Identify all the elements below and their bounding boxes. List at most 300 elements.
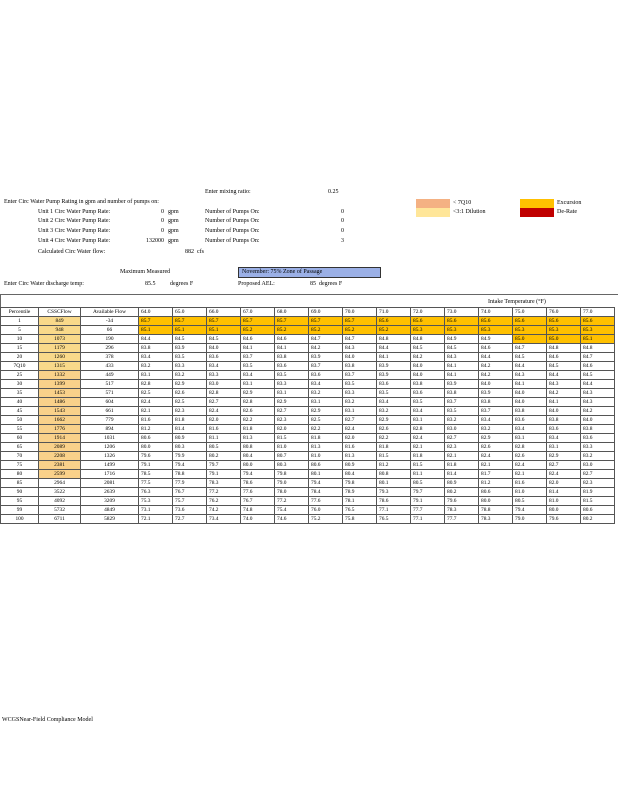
temperature-cell: 79.6 [445, 497, 479, 506]
unit3-pumps-value[interactable]: 0 [341, 228, 344, 234]
unit2-rate-value[interactable]: 0 [161, 218, 164, 224]
temperature-cell: 84.0 [411, 371, 445, 380]
temperature-cell: 84.8 [581, 344, 615, 353]
temperature-cell: 83.7 [445, 398, 479, 407]
temperature-cell: 84.5 [513, 353, 547, 362]
temperature-cell: 83.6 [309, 371, 343, 380]
temperature-cell: 81.7 [479, 470, 513, 479]
column-header: Percentile [1, 308, 39, 317]
available-flow-cell: 2639 [81, 488, 139, 497]
temperature-cell: 83.0 [445, 425, 479, 434]
csscflow-cell: 1073 [39, 335, 81, 344]
percentile-cell: 60 [1, 434, 39, 443]
temperature-cell: 82.7 [547, 461, 581, 470]
calculated-flow-unit: cfs [197, 249, 204, 255]
temperature-cell: 84.4 [547, 371, 581, 380]
csscflow-cell: 849 [39, 317, 81, 326]
temperature-cell: 84.8 [547, 344, 581, 353]
temperature-cell: 73.6 [173, 506, 207, 515]
temperature-cell: 81.3 [343, 452, 377, 461]
temperature-cell: 81.8 [411, 452, 445, 461]
temperature-header: 70.0 [343, 308, 377, 317]
temperature-cell: 83.0 [207, 380, 241, 389]
maximum-measured-label: Maximum Measured [120, 269, 171, 275]
percentile-cell: 10 [1, 335, 39, 344]
temperature-cell: 84.2 [479, 371, 513, 380]
temperature-cell: 83.7 [309, 362, 343, 371]
available-flow-cell: 433 [81, 362, 139, 371]
temperature-cell: 74.2 [207, 506, 241, 515]
available-flow-cell: 1031 [81, 434, 139, 443]
temperature-cell: 85.6 [411, 317, 445, 326]
temperature-cell: 85.2 [343, 326, 377, 335]
temperature-cell: 80.0 [139, 443, 173, 452]
temperature-cell: 80.6 [309, 461, 343, 470]
temperature-cell: 84.8 [377, 335, 411, 344]
temperature-cell: 82.4 [207, 407, 241, 416]
temperature-cell: 83.8 [479, 398, 513, 407]
temperature-cell: 83.6 [207, 353, 241, 362]
temperature-cell: 84.1 [241, 344, 275, 353]
temperature-cell: 85.7 [309, 317, 343, 326]
temperature-cell: 82.3 [581, 479, 615, 488]
unit4-pumps-label: Number of Pumps On: [205, 238, 260, 244]
available-flow-cell: 3209 [81, 497, 139, 506]
table-row [1, 443, 615, 452]
calculated-flow-label: Calculated Circ Water flow: [38, 249, 106, 255]
table-row [1, 434, 615, 443]
temperature-cell: 83.1 [343, 407, 377, 416]
temperature-cell: 84.0 [479, 380, 513, 389]
temperature-header: 75.0 [513, 308, 547, 317]
temperature-cell: 77.6 [241, 488, 275, 497]
temperature-cell: 82.7 [207, 398, 241, 407]
percentile-cell: 75 [1, 461, 39, 470]
temperature-cell: 83.3 [275, 380, 309, 389]
table-row [1, 515, 615, 524]
temperature-cell: 75.4 [275, 506, 309, 515]
legend-derate-swatch [520, 208, 554, 217]
temperature-header: 66.0 [207, 308, 241, 317]
temperature-cell: 83.6 [547, 425, 581, 434]
available-flow-cell: 2081 [81, 479, 139, 488]
temperature-cell: 82.9 [479, 434, 513, 443]
unit2-pumps-value[interactable]: 0 [341, 218, 344, 224]
temperature-cell: 85.6 [547, 317, 581, 326]
temperature-cell: 72.7 [173, 515, 207, 524]
temperature-cell: 76.0 [309, 506, 343, 515]
temperature-cell: 79.8 [343, 479, 377, 488]
temperature-cell: 80.5 [513, 497, 547, 506]
temperature-cell: 81.4 [547, 488, 581, 497]
temperature-cell: 79.6 [547, 515, 581, 524]
temperature-cell: 83.1 [309, 398, 343, 407]
temperature-cell: 84.2 [581, 407, 615, 416]
table-left-rule [0, 294, 1, 307]
temperature-cell: 82.6 [479, 443, 513, 452]
temperature-cell: 79.4 [309, 479, 343, 488]
temperature-cell: 83.3 [207, 371, 241, 380]
temperature-cell: 83.2 [173, 371, 207, 380]
temperature-cell: 82.8 [139, 380, 173, 389]
temperature-cell: 82.3 [445, 443, 479, 452]
temperature-cell: 81.6 [513, 479, 547, 488]
temperature-cell: 82.9 [241, 389, 275, 398]
temperature-cell: 80.5 [411, 479, 445, 488]
temperature-cell: 79.7 [207, 461, 241, 470]
temperature-cell: 82.8 [241, 398, 275, 407]
csscflow-cell: 2964 [39, 479, 81, 488]
unit4-pumps-value[interactable]: 3 [341, 238, 344, 244]
temperature-cell: 80.0 [479, 497, 513, 506]
temperature-cell: 81.2 [139, 425, 173, 434]
temperature-cell: 84.6 [479, 344, 513, 353]
percentile-cell: 80 [1, 470, 39, 479]
temperature-cell: 80.0 [547, 506, 581, 515]
temperature-cell: 75.7 [173, 497, 207, 506]
percentile-cell: 70 [1, 452, 39, 461]
temperature-cell: 82.0 [343, 434, 377, 443]
temperature-cell: 85.6 [377, 317, 411, 326]
csscflow-cell: 1332 [39, 371, 81, 380]
temperature-cell: 85.2 [241, 326, 275, 335]
temperature-cell: 80.4 [241, 452, 275, 461]
temperature-cell: 85.6 [445, 317, 479, 326]
pump-rating-title: Enter Circ Water Pump Rating in gpm and number of pumps on: [4, 199, 159, 205]
unit4-rate-unit: gpm [168, 238, 179, 244]
legend-excursion-swatch [520, 199, 554, 208]
temperature-cell: 81.9 [581, 488, 615, 497]
temperature-cell: 82.8 [513, 443, 547, 452]
temperature-cell: 83.8 [513, 407, 547, 416]
temperature-cell: 81.6 [343, 443, 377, 452]
temperature-cell: 83.1 [241, 380, 275, 389]
unit4-rate-label: Unit 4 Circ Water Pump Rate: [38, 238, 111, 244]
csscflow-cell: 4092 [39, 497, 81, 506]
temperature-cell: 81.2 [479, 479, 513, 488]
temperature-cell: 84.7 [581, 353, 615, 362]
available-flow-cell: 517 [81, 380, 139, 389]
temperature-cell: 81.0 [309, 452, 343, 461]
csscflow-cell: 3522 [39, 488, 81, 497]
temperature-cell: 84.1 [275, 344, 309, 353]
discharge-temp-value[interactable]: 85.5 [145, 281, 156, 287]
temperature-cell: 83.0 [581, 461, 615, 470]
temperature-cell: 79.9 [173, 452, 207, 461]
csscflow-cell: 1543 [39, 407, 81, 416]
table-row [1, 326, 615, 335]
table-row [1, 479, 615, 488]
temperature-cell: 84.1 [445, 371, 479, 380]
temperature-cell: 83.4 [377, 398, 411, 407]
column-header: Available Flow [81, 308, 139, 317]
temperature-cell: 85.6 [479, 317, 513, 326]
temperature-cell: 82.1 [411, 443, 445, 452]
temperature-cell: 83.6 [513, 416, 547, 425]
temperature-cell: 83.5 [275, 371, 309, 380]
temperature-cell: 84.3 [343, 344, 377, 353]
percentile-cell: 85 [1, 479, 39, 488]
unit3-rate-label: Unit 3 Circ Water Pump Rate: [38, 228, 111, 234]
unit2-rate-unit: gpm [168, 218, 179, 224]
temperature-cell: 82.7 [581, 470, 615, 479]
temperature-cell: 80.2 [445, 488, 479, 497]
temperature-cell: 84.5 [547, 362, 581, 371]
available-flow-cell: 449 [81, 371, 139, 380]
temperature-cell: 82.6 [513, 452, 547, 461]
temperature-cell: 82.7 [445, 434, 479, 443]
temperature-cell: 82.4 [547, 470, 581, 479]
temperature-cell: 81.6 [207, 425, 241, 434]
available-flow-cell: 661 [81, 407, 139, 416]
temperature-cell: 82.9 [309, 407, 343, 416]
temperature-cell: 84.4 [581, 380, 615, 389]
temperature-cell: 80.6 [581, 506, 615, 515]
temperature-cell: 73.4 [207, 515, 241, 524]
temperature-cell: 85.0 [513, 335, 547, 344]
temperature-cell: 82.4 [411, 434, 445, 443]
temperature-cell: 80.1 [309, 470, 343, 479]
percentile-cell: 7Q10 [1, 362, 39, 371]
percentile-cell: 25 [1, 371, 39, 380]
available-flow-cell: 190 [81, 335, 139, 344]
temperature-cell: 84.3 [445, 353, 479, 362]
table-row [1, 335, 615, 344]
temperature-cell: 77.6 [309, 497, 343, 506]
csscflow-cell: 1914 [39, 434, 81, 443]
temperature-cell: 84.5 [207, 335, 241, 344]
temperature-cell: 77.2 [275, 497, 309, 506]
temperature-header: 76.0 [547, 308, 581, 317]
temperature-cell: 79.3 [377, 488, 411, 497]
csscflow-cell: 1486 [39, 398, 81, 407]
unit1-rate-label: Unit 1 Circ Water Pump Rate: [38, 209, 111, 215]
temperature-cell: 81.4 [445, 470, 479, 479]
unit4-rate-value[interactable]: 132000 [146, 238, 164, 244]
temperature-cell: 81.8 [173, 416, 207, 425]
temperature-cell: 81.5 [377, 452, 411, 461]
temperature-cell: 79.1 [139, 461, 173, 470]
temperature-cell: 83.6 [275, 362, 309, 371]
temperature-cell: 83.2 [377, 407, 411, 416]
temperature-cell: 83.5 [411, 398, 445, 407]
temperature-cell: 83.9 [377, 371, 411, 380]
temperature-cell: 83.2 [343, 398, 377, 407]
temperature-cell: 83.8 [139, 344, 173, 353]
temperature-cell: 81.3 [241, 434, 275, 443]
temperature-cell: 81.0 [513, 488, 547, 497]
temperature-cell: 72.1 [139, 515, 173, 524]
temperature-cell: 85.2 [309, 326, 343, 335]
mixing-ratio-value[interactable]: 0.25 [328, 189, 339, 195]
temperature-cell: 78.3 [445, 506, 479, 515]
temperature-cell: 85.6 [513, 317, 547, 326]
temperature-cell: 79.8 [275, 470, 309, 479]
table-row [1, 497, 615, 506]
temperature-cell: 85.7 [275, 317, 309, 326]
temperature-header: 71.0 [377, 308, 411, 317]
percentile-cell: 65 [1, 443, 39, 452]
temperature-cell: 82.6 [241, 407, 275, 416]
temperature-cell: 82.1 [479, 461, 513, 470]
temperature-cell: 80.2 [207, 452, 241, 461]
temperature-cell: 80.9 [343, 461, 377, 470]
temperature-cell: 84.6 [581, 362, 615, 371]
available-flow-cell: 5829 [81, 515, 139, 524]
table-row [1, 398, 615, 407]
temperature-header: 68.0 [275, 308, 309, 317]
temperature-cell: 84.5 [445, 344, 479, 353]
column-header: CSSCFlow [39, 308, 81, 317]
temperature-cell: 83.2 [309, 389, 343, 398]
percentile-cell: 55 [1, 425, 39, 434]
temperature-cell: 80.4 [343, 470, 377, 479]
temperature-cell: 84.3 [581, 398, 615, 407]
csscflow-cell: 1776 [39, 425, 81, 434]
unit1-rate-unit: gpm [168, 209, 179, 215]
temperature-cell: 84.3 [513, 371, 547, 380]
csscflow-cell: 2599 [39, 470, 81, 479]
temperature-cell: 85.3 [547, 326, 581, 335]
temperature-cell: 85.7 [343, 317, 377, 326]
temperature-cell: 80.1 [377, 479, 411, 488]
legend-derate-label: De-Rate [557, 209, 577, 215]
temperature-cell: 82.8 [411, 425, 445, 434]
temperature-cell: 85.7 [241, 317, 275, 326]
temperature-cell: 82.8 [207, 389, 241, 398]
temperature-cell: 84.0 [343, 353, 377, 362]
legend-lt7q10-label: < 7Q10 [453, 200, 472, 206]
temperature-cell: 77.1 [377, 506, 411, 515]
available-flow-cell: 4849 [81, 506, 139, 515]
temperature-cell: 84.0 [513, 389, 547, 398]
csscflow-cell: 1662 [39, 416, 81, 425]
temperature-cell: 78.3 [479, 515, 513, 524]
csscflow-cell: 948 [39, 326, 81, 335]
temperature-cell: 81.5 [411, 461, 445, 470]
percentile-cell: 90 [1, 488, 39, 497]
temperature-cell: 83.8 [275, 353, 309, 362]
temperature-cell: 83.5 [445, 407, 479, 416]
temperature-cell: 79.0 [513, 515, 547, 524]
temperature-cell: 76.5 [343, 506, 377, 515]
unit1-pumps-value[interactable]: 0 [341, 209, 344, 215]
temperature-cell: 85.3 [513, 326, 547, 335]
unit1-rate-value[interactable]: 0 [161, 209, 164, 215]
temperature-cell: 81.0 [547, 497, 581, 506]
table-header-row [1, 308, 615, 317]
temperature-header: 72.0 [411, 308, 445, 317]
temperature-cell: 83.3 [173, 362, 207, 371]
temperature-header: 64.0 [139, 308, 173, 317]
temperature-cell: 83.8 [343, 362, 377, 371]
temperature-cell: 77.7 [411, 506, 445, 515]
temperature-cell: 85.3 [445, 326, 479, 335]
temperature-cell: 85.2 [377, 326, 411, 335]
temperature-cell: 78.9 [343, 488, 377, 497]
temperature-cell: 82.2 [377, 434, 411, 443]
temperature-cell: 82.9 [547, 452, 581, 461]
unit3-pumps-label: Number of Pumps On: [205, 228, 260, 234]
temperature-cell: 85.1 [207, 326, 241, 335]
csscflow-cell: 1260 [39, 353, 81, 362]
temperature-cell: 81.2 [377, 461, 411, 470]
temperature-cell: 84.3 [547, 380, 581, 389]
temperature-cell: 82.5 [309, 416, 343, 425]
temperature-cell: 83.8 [547, 416, 581, 425]
zone-of-passage-text: November: 75% Zone of Passage [242, 269, 323, 275]
csscflow-cell: 1453 [39, 389, 81, 398]
percentile-cell: 95 [1, 497, 39, 506]
temperature-cell: 84.4 [139, 335, 173, 344]
unit3-rate-value[interactable]: 0 [161, 228, 164, 234]
table-row [1, 362, 615, 371]
temperature-cell: 83.9 [377, 362, 411, 371]
temperature-cell: 78.0 [275, 488, 309, 497]
temperature-cell: 83.4 [309, 380, 343, 389]
temperature-cell: 84.0 [581, 416, 615, 425]
calculated-flow-value: 882 [185, 249, 194, 255]
available-flow-cell: 894 [81, 425, 139, 434]
temperature-cell: 78.6 [241, 479, 275, 488]
temperature-cell: 82.3 [275, 416, 309, 425]
temperature-cell: 75.8 [343, 515, 377, 524]
proposed-ael-unit: degrees F [319, 281, 343, 287]
temperature-cell: 84.0 [207, 344, 241, 353]
available-flow-cell: 1326 [81, 452, 139, 461]
temperature-cell: 79.1 [411, 497, 445, 506]
table-row [1, 506, 615, 515]
temperature-cell: 82.2 [309, 425, 343, 434]
available-flow-cell: 1206 [81, 443, 139, 452]
temperature-cell: 83.9 [173, 344, 207, 353]
temperature-cell: 77.5 [139, 479, 173, 488]
temperature-cell: 82.1 [513, 470, 547, 479]
temperature-cell: 83.1 [411, 416, 445, 425]
temperature-cell: 83.4 [479, 416, 513, 425]
temperature-cell: 84.4 [513, 362, 547, 371]
temperature-cell: 84.7 [513, 344, 547, 353]
temperature-cell: 78.4 [309, 488, 343, 497]
unit2-pumps-label: Number of Pumps On: [205, 218, 260, 224]
temperature-cell: 76.5 [377, 515, 411, 524]
table-row [1, 389, 615, 398]
temperature-cell: 83.5 [343, 380, 377, 389]
discharge-temp-label: Enter Circ Water discharge temp: [4, 281, 84, 287]
temperature-cell: 84.1 [547, 398, 581, 407]
temperature-cell: 77.2 [207, 488, 241, 497]
temperature-cell: 84.0 [513, 398, 547, 407]
temperature-cell: 85.0 [547, 335, 581, 344]
available-flow-cell: 66 [81, 326, 139, 335]
temperature-cell: 83.4 [139, 353, 173, 362]
temperature-cell: 85.3 [581, 326, 615, 335]
table-row [1, 425, 615, 434]
compliance-table [0, 307, 615, 524]
temperature-cell: 84.4 [479, 353, 513, 362]
temperature-cell: 83.4 [513, 425, 547, 434]
temperature-cell: 80.8 [377, 470, 411, 479]
temperature-cell: 83.7 [241, 353, 275, 362]
temperature-cell: 82.5 [173, 398, 207, 407]
temperature-cell: 84.7 [343, 335, 377, 344]
temperature-cell: 83.9 [309, 353, 343, 362]
temperature-cell: 82.1 [139, 407, 173, 416]
legend-lt3dilution-label: <3:1 Dilution [453, 209, 486, 215]
percentile-cell: 20 [1, 353, 39, 362]
csscflow-cell: 1399 [39, 380, 81, 389]
temperature-cell: 78.8 [479, 506, 513, 515]
